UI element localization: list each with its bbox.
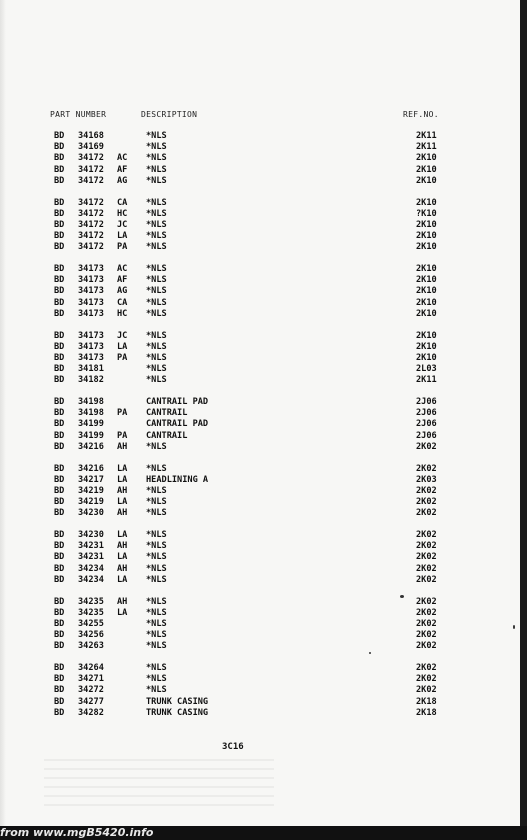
row-prefix: BD [54, 164, 65, 175]
row-part-number: 34173 [78, 275, 104, 286]
row-part-number: 34234 [78, 563, 104, 574]
row-part-number: 34216 [78, 441, 104, 452]
row-prefix: BD [54, 618, 65, 629]
row-ref-no: 2K10 [416, 153, 437, 164]
table-row [0, 298, 520, 309]
row-suffix: LA [117, 530, 128, 540]
row-suffix: PA [117, 408, 128, 419]
row-ref-no: 2K02 [416, 663, 437, 673]
watermark-footer [0, 826, 527, 840]
row-description: *NLS [146, 364, 167, 375]
row-ref-no: 2K10 [416, 197, 437, 208]
header-description: DESCRIPTION [141, 110, 198, 119]
row-prefix: BD [54, 231, 65, 242]
row-prefix: BD [54, 375, 65, 386]
row-description: *NLS [146, 231, 167, 242]
row-ref-no: 2K10 [416, 286, 437, 297]
table-row [0, 541, 520, 552]
row-ref-no: 2K02 [416, 563, 437, 574]
scan-speck [400, 595, 404, 598]
row-prefix: BD [54, 552, 65, 563]
table-row [0, 508, 520, 519]
page-number: 3C16 [222, 742, 244, 752]
row-suffix: PA [117, 352, 128, 363]
row-ref-no: 2K02 [416, 607, 437, 618]
row-prefix: BD [54, 674, 65, 685]
row-ref-no: 2K18 [416, 696, 437, 707]
table-row [0, 220, 520, 231]
row-prefix: BD [54, 474, 65, 485]
row-suffix: LA [117, 231, 128, 242]
row-part-number: 34198 [78, 408, 104, 419]
table-row [0, 165, 520, 176]
row-ref-no: 2K02 [416, 441, 437, 452]
row-part-number: 34198 [78, 397, 104, 407]
row-ref-no: 2K02 [416, 630, 437, 641]
row-part-number: 34172 [78, 208, 104, 219]
row-prefix: BD [54, 308, 65, 319]
row-ref-no: 2K11 [416, 375, 437, 386]
row-part-number: 34235 [78, 607, 104, 618]
row-part-number: 34255 [78, 618, 104, 629]
row-part-number: 34173 [78, 341, 104, 352]
row-prefix: BD [54, 641, 65, 652]
row-suffix: LA [117, 474, 128, 485]
row-prefix: BD [54, 208, 65, 219]
row-prefix: BD [54, 696, 65, 707]
row-ref-no: 2L03 [416, 364, 437, 375]
row-suffix: PA [117, 430, 128, 441]
row-part-number: 34230 [78, 508, 104, 519]
row-prefix: BD [54, 596, 65, 607]
row-suffix: AC [117, 153, 128, 164]
bleed-through-text [44, 752, 274, 812]
row-part-number: 34217 [78, 474, 104, 485]
row-ref-no: 2K02 [416, 463, 437, 474]
row-suffix: LA [117, 574, 128, 585]
row-description: *NLS [146, 641, 167, 652]
row-suffix: JC [117, 330, 128, 341]
row-part-number: 34234 [78, 574, 104, 585]
row-part-number: 34173 [78, 264, 104, 274]
row-prefix: BD [54, 430, 65, 441]
row-suffix: HC [117, 308, 128, 319]
table-row [0, 309, 520, 320]
row-ref-no: 2K10 [416, 231, 437, 242]
row-description: *NLS [146, 131, 167, 141]
row-description: CANTRAIL PAD [146, 397, 209, 407]
row-ref-no: 2K02 [416, 685, 437, 696]
row-description: *NLS [146, 674, 167, 685]
row-ref-no: 2K02 [416, 497, 437, 508]
row-ref-no: 2K02 [416, 618, 437, 629]
row-suffix: CA [117, 297, 128, 308]
table-row [0, 331, 520, 342]
row-ref-no: 2K11 [416, 131, 437, 141]
table-row [0, 697, 520, 708]
row-prefix: BD [54, 364, 65, 375]
row-description: *NLS [146, 463, 167, 474]
row-part-number: 34216 [78, 463, 104, 474]
row-ref-no: 2K10 [416, 275, 437, 286]
row-description: *NLS [146, 175, 167, 186]
row-prefix: BD [54, 408, 65, 419]
row-part-number: 34173 [78, 297, 104, 308]
row-ref-no: 2K10 [416, 341, 437, 352]
header-ref-no: REF.NO. [403, 110, 439, 119]
table-row [0, 641, 520, 652]
table-row [0, 575, 520, 586]
row-prefix: BD [54, 397, 65, 407]
row-suffix: AG [117, 286, 128, 297]
table-row [0, 608, 520, 619]
row-prefix: BD [54, 574, 65, 585]
header-part-number: PART NUMBER [50, 110, 107, 119]
row-part-number: 34219 [78, 497, 104, 508]
row-prefix: BD [54, 242, 65, 253]
row-ref-no: 2K11 [416, 142, 437, 153]
table-row [0, 176, 520, 187]
row-part-number: 34263 [78, 641, 104, 652]
row-description: *NLS [146, 530, 167, 540]
row-part-number: 34277 [78, 696, 104, 707]
row-part-number: 34172 [78, 164, 104, 175]
row-part-number: 34272 [78, 685, 104, 696]
table-row [0, 674, 520, 685]
row-part-number: 34199 [78, 430, 104, 441]
row-ref-no: 2K10 [416, 352, 437, 363]
row-ref-no: 2K02 [416, 574, 437, 585]
row-description: *NLS [146, 497, 167, 508]
table-row [0, 231, 520, 242]
table-row [0, 364, 520, 375]
row-suffix: AF [117, 164, 128, 175]
row-description: *NLS [146, 375, 167, 386]
table-row [0, 431, 520, 442]
table-row [0, 286, 520, 297]
table-row [0, 131, 520, 142]
row-prefix: BD [54, 685, 65, 696]
row-prefix: BD [54, 352, 65, 363]
row-ref-no: 2K10 [416, 175, 437, 186]
row-part-number: 34173 [78, 330, 104, 341]
row-ref-no: 2K10 [416, 164, 437, 175]
scan-speck [513, 625, 515, 629]
row-description: *NLS [146, 308, 167, 319]
table-row [0, 597, 520, 608]
row-prefix: BD [54, 330, 65, 341]
row-prefix: BD [54, 264, 65, 274]
row-prefix: BD [54, 286, 65, 297]
table-row [0, 275, 520, 286]
row-part-number: 34173 [78, 308, 104, 319]
table-row [0, 153, 520, 164]
row-prefix: BD [54, 607, 65, 618]
table-row [0, 486, 520, 497]
row-suffix: AH [117, 441, 128, 452]
row-suffix: AC [117, 264, 128, 274]
table-row [0, 353, 520, 364]
row-ref-no: 2K02 [416, 596, 437, 607]
row-prefix: BD [54, 463, 65, 474]
row-ref-no: 2K02 [416, 552, 437, 563]
row-prefix: BD [54, 142, 65, 153]
table-row [0, 342, 520, 353]
row-description: *NLS [146, 330, 167, 341]
row-description: *NLS [146, 208, 167, 219]
row-ref-no: 2K10 [416, 308, 437, 319]
table-row [0, 464, 520, 475]
row-description: *NLS [146, 441, 167, 452]
row-prefix: BD [54, 497, 65, 508]
row-description: *NLS [146, 563, 167, 574]
row-part-number: 34199 [78, 419, 104, 430]
row-suffix: LA [117, 607, 128, 618]
row-description: *NLS [146, 607, 167, 618]
row-ref-no: 2J06 [416, 397, 437, 407]
row-ref-no: 2K10 [416, 219, 437, 230]
row-suffix: AF [117, 275, 128, 286]
row-ref-no: 2K02 [416, 508, 437, 519]
row-prefix: BD [54, 663, 65, 673]
row-description: *NLS [146, 142, 167, 153]
row-suffix: HC [117, 208, 128, 219]
row-prefix: BD [54, 508, 65, 519]
row-part-number: 34181 [78, 364, 104, 375]
row-description: *NLS [146, 663, 167, 673]
row-suffix: AH [117, 563, 128, 574]
row-part-number: 34172 [78, 242, 104, 253]
row-part-number: 34271 [78, 674, 104, 685]
table-row [0, 475, 520, 486]
row-part-number: 34172 [78, 175, 104, 186]
row-prefix: BD [54, 541, 65, 552]
row-suffix: LA [117, 463, 128, 474]
row-description: *NLS [146, 242, 167, 253]
row-description: TRUNK CASING [146, 707, 209, 718]
row-prefix: BD [54, 153, 65, 164]
row-ref-no: 2K02 [416, 530, 437, 540]
scan-speck [369, 652, 371, 654]
table-row [0, 619, 520, 630]
row-prefix: BD [54, 175, 65, 186]
row-part-number: 34256 [78, 630, 104, 641]
row-description: *NLS [146, 508, 167, 519]
row-ref-no: 2K02 [416, 485, 437, 496]
row-part-number: 34231 [78, 541, 104, 552]
row-part-number: 34231 [78, 552, 104, 563]
row-ref-no: 2K10 [416, 297, 437, 308]
table-row [0, 242, 520, 253]
row-suffix: AH [117, 596, 128, 607]
row-part-number: 34282 [78, 707, 104, 718]
row-part-number: 34264 [78, 663, 104, 673]
row-description: *NLS [146, 341, 167, 352]
table-row [0, 209, 520, 220]
row-prefix: BD [54, 297, 65, 308]
row-ref-no: 2K10 [416, 242, 437, 253]
row-prefix: BD [54, 341, 65, 352]
row-description: CANTRAIL [146, 430, 188, 441]
row-part-number: 34230 [78, 530, 104, 540]
row-description: *NLS [146, 197, 167, 208]
table-row [0, 630, 520, 641]
row-suffix: JC [117, 219, 128, 230]
row-description: *NLS [146, 297, 167, 308]
table-row [0, 564, 520, 575]
table-row [0, 685, 520, 696]
table-row [0, 442, 520, 453]
row-part-number: 34172 [78, 219, 104, 230]
row-ref-no: 2K10 [416, 264, 437, 274]
table-row [0, 198, 520, 209]
row-ref-no: 2J06 [416, 408, 437, 419]
row-prefix: BD [54, 707, 65, 718]
row-prefix: BD [54, 630, 65, 641]
table-row [0, 497, 520, 508]
row-ref-no: 2K02 [416, 641, 437, 652]
row-description: *NLS [146, 630, 167, 641]
row-ref-no: 2J06 [416, 430, 437, 441]
row-suffix: PA [117, 242, 128, 253]
row-prefix: BD [54, 131, 65, 141]
row-part-number: 34168 [78, 131, 104, 141]
table-row [0, 419, 520, 430]
row-suffix: CA [117, 197, 128, 208]
row-ref-no: 2K03 [416, 474, 437, 485]
row-ref-no: 2K02 [416, 541, 437, 552]
row-prefix: BD [54, 275, 65, 286]
row-suffix: AG [117, 175, 128, 186]
row-description: *NLS [146, 685, 167, 696]
table-row [0, 375, 520, 386]
row-part-number: 34173 [78, 286, 104, 297]
row-description: *NLS [146, 153, 167, 164]
row-description: *NLS [146, 596, 167, 607]
row-description: CANTRAIL PAD [146, 419, 209, 430]
row-part-number: 34169 [78, 142, 104, 153]
row-part-number: 34172 [78, 231, 104, 242]
row-part-number: 34172 [78, 153, 104, 164]
watermark-text: from www.mgB5420.info [0, 826, 154, 839]
row-part-number: 34172 [78, 197, 104, 208]
row-suffix: AH [117, 541, 128, 552]
row-ref-no: 2K18 [416, 707, 437, 718]
row-description: *NLS [146, 352, 167, 363]
row-description: *NLS [146, 219, 167, 230]
row-part-number: 34173 [78, 352, 104, 363]
row-part-number: 34182 [78, 375, 104, 386]
row-ref-no: 2K02 [416, 674, 437, 685]
row-description: *NLS [146, 541, 167, 552]
table-row [0, 708, 520, 719]
row-ref-no: ?K10 [416, 208, 437, 219]
row-ref-no: 2J06 [416, 419, 437, 430]
row-description: *NLS [146, 275, 167, 286]
table-row [0, 264, 520, 275]
row-suffix: AH [117, 485, 128, 496]
row-description: *NLS [146, 618, 167, 629]
row-part-number: 34219 [78, 485, 104, 496]
table-row [0, 530, 520, 541]
row-suffix: LA [117, 497, 128, 508]
row-description: TRUNK CASING [146, 696, 209, 707]
row-description: *NLS [146, 574, 167, 585]
row-description: *NLS [146, 164, 167, 175]
row-prefix: BD [54, 219, 65, 230]
row-prefix: BD [54, 419, 65, 430]
row-prefix: BD [54, 485, 65, 496]
table-row [0, 552, 520, 563]
row-description: *NLS [146, 552, 167, 563]
row-prefix: BD [54, 441, 65, 452]
row-part-number: 34235 [78, 596, 104, 607]
table-row [0, 663, 520, 674]
row-suffix: AH [117, 508, 128, 519]
row-suffix: LA [117, 552, 128, 563]
row-prefix: BD [54, 563, 65, 574]
table-row [0, 408, 520, 419]
row-suffix: LA [117, 341, 128, 352]
row-description: HEADLINING A [146, 474, 209, 485]
row-ref-no: 2K10 [416, 330, 437, 341]
table-row [0, 142, 520, 153]
row-prefix: BD [54, 197, 65, 208]
row-description: *NLS [146, 264, 167, 274]
row-description: *NLS [146, 286, 167, 297]
row-description: *NLS [146, 485, 167, 496]
table-row [0, 397, 520, 408]
row-description: CANTRAIL [146, 408, 188, 419]
row-prefix: BD [54, 530, 65, 540]
